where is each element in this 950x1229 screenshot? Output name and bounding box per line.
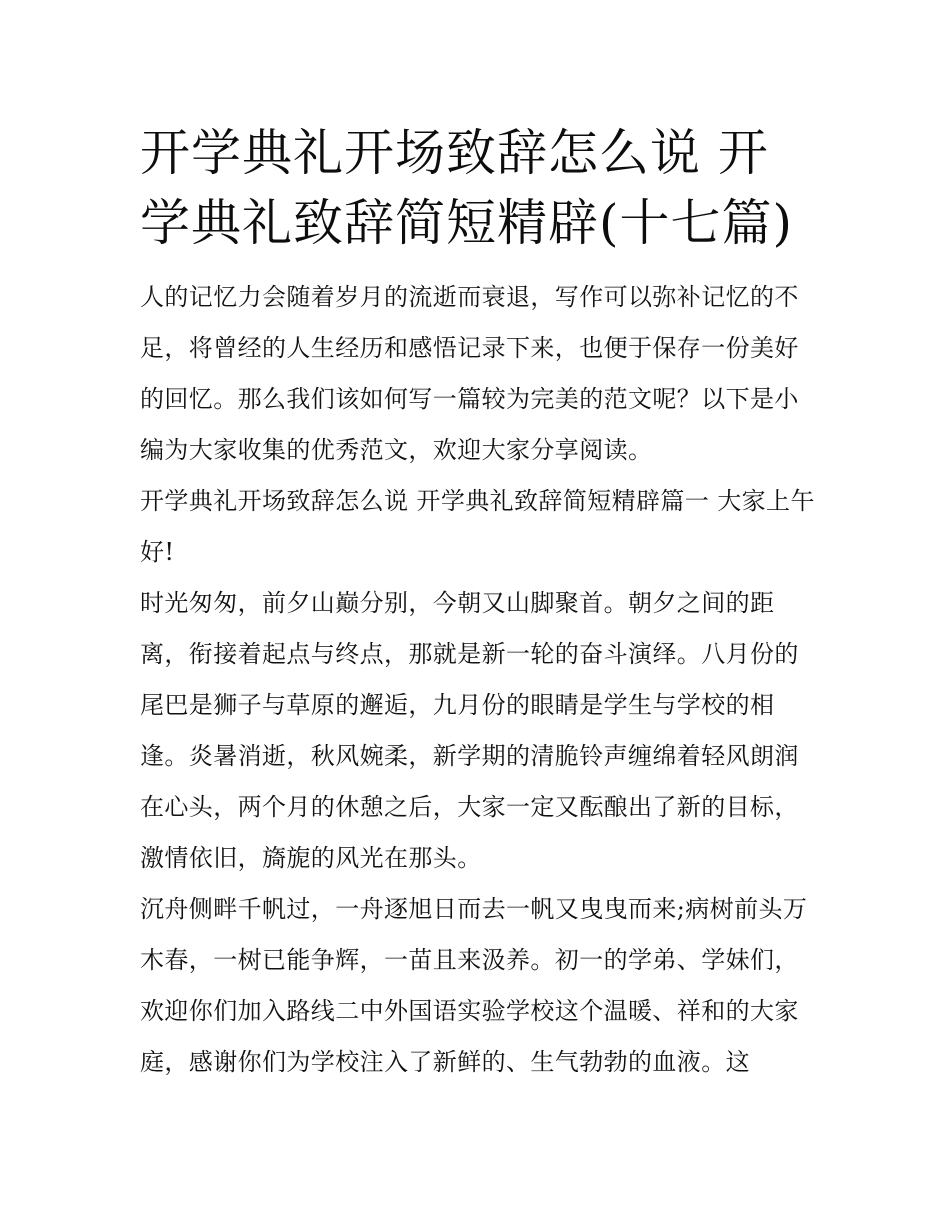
paragraph-intro: 人的记忆力会随着岁月的流逝而衰退，写作可以弥补记忆的不足，将曾经的人生经历和感悟记录下来，也便于保存一份美好的回忆。那么我们该如何写一篇较为完美的范文呢？以下是小编为大家收集的优秀范文，欢迎大家分享阅读。 (140, 283, 799, 464)
document-body (140, 118, 815, 1088)
paragraph-body-1: 时光匆匆，前夕山巅分别，今朝又山脚聚首。朝夕之间的距离，衔接着起点与终点，那就是新一轮的奋斗演绎。八月份的尾巴是狮子与草原的邂逅，九月份的眼睛是学生与学校的相逢。炎暑消逝，秋风婉柔，新学期的清脆铃声缠绵着轻风朗润在心头，两个月的休憩之后，大家一定又酝酿出了新的目标，激情依旧，旖旎的风光在那头。 (140, 589, 799, 872)
paragraph-body-2: 沉舟侧畔千帆过，一舟逐旭日而去一帆又曳曳而来;病树前头万木春，一树已能争辉，一苗且来汲养。初一的学弟、学妹们，欢迎你们加入路线二中外国语实验学校这个温暖、祥和的大家庭，感谢你们为学校注入了新鲜的、生气勃勃的血液。这 (140, 895, 808, 1076)
document-title: 开学典礼开场致辞怎么说 开学典礼致辞简短精辟(十七篇) (140, 124, 794, 252)
paragraph-section-heading: 开学典礼开场致辞怎么说 开学典礼致辞简短精辟篇一 大家上午好! (140, 487, 815, 566)
